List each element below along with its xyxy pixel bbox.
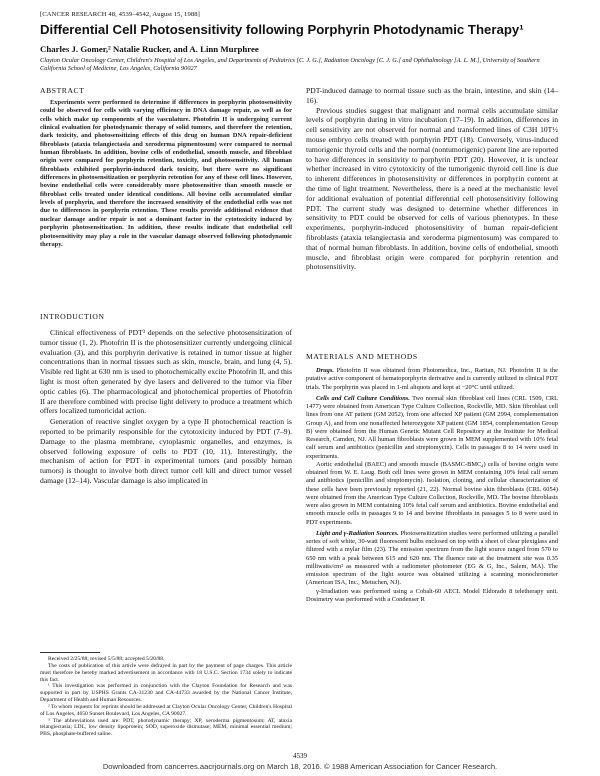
introduction-section — [40, 312, 292, 486]
abstract-heading: ABSTRACT — [40, 86, 85, 95]
methods-label-light: Light and γ-Radiation Sources. — [316, 529, 399, 537]
methods-paragraph — [306, 461, 558, 527]
intro-paragraph: Previous studies suggest that malignant and normal cells accumulate similar levels of porphyrin during in vitro incubation (17–19). In addition, differences in cell sensitivity are not observed for normal and transformed lines of C3H 10T½ mouse embryo cells treated with porphyrin PDT (18). Conversely, virus-induced tumorigenic thyroid cells and the normal (nontumorigenic) parent line are reported to have differences in sensitivity to porphyrin PDT (20). However, it is unclear whether increased in vitro cytotoxicity of the tumorigenic thyroid cell line is due to inherent differences in photosensitivity or differences in porphyrin content at the time of light treatment. Nevertheless, there is a need at the mechanistic level for additional evaluation of potential differential cell photosensitivity following PDT. The current study was designed to determine whether differences in sensitivity to PDT could be observed for cells of various phenotypes. In these experiments, porphyrin-induced photosensitivity of human repair-deficient fibroblasts (ataxia telangiectasia and xeroderma pigmentosum) was compared to that of normal human fibroblasts. In addition, bovine cells of endothelial, smooth muscle, and fibroblast origin were compared for porphyrin retention and photosensitivity. — [306, 105, 558, 272]
footnote-divider — [40, 652, 100, 653]
journal-header: [CANCER RESEARCH 48, 4539–4542, August 15, 1988] — [40, 11, 200, 18]
introduction-heading: INTRODUCTION — [40, 312, 105, 321]
page-number: 4539 — [293, 752, 307, 760]
methods-text: Photofrin II was obtained from Photomedica, Inc., Raritan, NJ. Photofrin II is the putative active component of hematoporphyrin derivative and is currently utilized in clinical PDT trials. The porphyrin was placed in 1-ml aliquots and kept at −20°C until utilized. — [306, 367, 558, 391]
methods-label-drugs: Drugs. — [316, 367, 334, 374]
methods-label-cells: Cells and Cell Culture Conditions. — [316, 394, 410, 402]
author-affiliation: Clayton Ocular Oncology Center, Children's Hospital of Los Angeles, and Departments of Pediatrics [C. J. G.], Radiation Oncology [C. J. G.] and Ophthalmology [A. L. M.], University of Southern California School of Medicine, Los Angeles, California 90027 — [40, 57, 540, 72]
intro-continuation-text: PDT-induced damage to normal tissue such as the brain, intestine, and skin (14–16). — [306, 86, 558, 105]
methods-text: Two normal skin fibroblast cell lines (CRL 1509, CRL 1477) were obtained from American Type Culture Collection, Rockville, MD. Skin fibroblast cell lines from one AT patient (GM 2052), from one affected XP patient (GM 2994, complementation Group A), and from one nonaffected heterozygote XP patient (GM 1854, complementation Group B) were obtained from the Human Genetic Mutant Cell Repository at the Institute for Medical Research, Camden, NJ. All human fibroblasts were grown in MEM supplemented with 10% fetal calf serum and antibiotics (penicillin and streptomycin). Cells in passages 8 to 14 were used in experiments. — [306, 394, 558, 460]
author-list: Charles J. Gomer,² Natalie Rucker, and A. Linn Murphree — [40, 44, 259, 54]
methods-text: Aortic endothelial (BAEC) and smooth muscle (BASMC-BMC₄) cells of bovine origin were obtained from W. E. Laug. Both cell lines were grown in MEM containing 10% fetal calf serum and antibiotics (penicillin and streptomycin). Isolation, cloning, and cellular characterization of these cells have been previously reported (21, 22). Normal bovine skin fibroblasts (CRL 6054) were obtained from the American Type Culture Collection, Rockville, MD. The bovine fibroblasts were also grown in MEM containing 10% fetal calf serum and antibiotics. Bovine endothelial and smooth muscle cells in passages 9 to 14 and bovine fibroblasts in passages 5 to 8 were used in PDT experiments. — [306, 460, 558, 526]
abstract-text: Experiments were performed to determine if differences in porphyrin photosensitivity could be observed for cells with varying efficiency in DNA damage repair, as well as for cells which make up components of the vasculature. Photofrin II is undergoing current clinical evaluation for photodynamic therapy of solid tumors, and therefore the retention, dark toxicity, and photosensitizing effects of this drug on human DNA repair-deficient fibroblasts (ataxia telangiectasia and xeroderma pigmentosum) were compared to normal human fibroblasts. In addition, bovine cells of endothelial, smooth muscle, and fibroblast origin were compared for porphyrin retention, toxicity, and photosensitivity. All human fibroblasts exhibited porphyrin-induced dark toxicity, but there were no significant differences in photosensitization or porphyrin retention for any of these cell lines. However, bovine endothelial cells were considerably more photosensitive than smooth muscle or fibroblast cells treated under identical conditions. All bovine cells accumulated similar levels of porphyrin, and therefore the increased sensitivity of the endothelial cells was not due to differences in porphyrin retention. These results provide additional evidence that nuclear damage and/or repair is not a dominant factor in the cytotoxicity induced by porphyrin photosensitization. In addition, these results indicate that endothelial cell photosensitivity may play a role in the vascular damage observed following photodynamic therapy. — [40, 99, 292, 248]
methods-section — [306, 352, 558, 604]
download-notice: Downloaded from cancerres.aacrjournals.org on March 18, 2016. © 1988 American Association for Cancer Research. — [102, 762, 498, 771]
footnote-received: Received 2/25/88; revised 5/5/88; accepted 5/20/88. — [48, 656, 165, 662]
methods-paragraph — [306, 530, 558, 588]
footnote-abbreviations: ³ The abbreviations used are: PDT, photodynamic therapy; XP, xeroderma pigmentosum; AT, ataxia telangiectasia; LDL, low density lipoprotein; SOD, superoxide dismutase; MEM, minimal essential medium; PBS, phosphate-buffered saline. — [40, 717, 292, 738]
abstract-section — [40, 86, 292, 249]
footnotes-section — [40, 656, 292, 738]
article-title: Differential Cell Photosensitivity following Porphyrin Photodynamic Therapy¹ — [40, 22, 524, 37]
footnote-reprints: ² To whom requests for reprints should be addressed at Clayton Ocular Oncology Center, Children's Hospital of Los Angeles, 4650 Sunset Boulevard, Los Angeles, CA 90027. — [40, 703, 292, 717]
intro-paragraph: Clinical effectiveness of PDT³ depends on the selective photosensitization of tumor tissue (1, 2). Photofrin II is the photosensitizer currently undergoing clinical evaluation (3), and this porphyrin derivative is retained in tumor tissue at higher concentrations than in normal tissues such as skin, muscle, brain, and lung (4, 5). Visible red light at 630 nm is used to photochemically excite Photofrin II, and this light is most often generated by dye lasers and delivered to the tumor via fiber optic cables (6). The pharmacological and photochemical properties of Photofrin II are therefore combined with precise light delivery to produce a treatment which offers localized tumoricidal action. — [40, 328, 292, 416]
methods-paragraph — [306, 367, 558, 392]
methods-text: γ-Irradiation was performed using a Cobalt-60 AECL Model Eldorado 8 teletherapy unit. Dosimetry was performed with a Condenser R — [306, 587, 558, 603]
methods-text: Photosensitization studies were performed utilizing a parallel series of soft white, 30-watt fluorescent bulbs enclosed on top with a sheet of clear plexiglass and filtered with a mylar film (23). The emission spectrum from the light source ranged from 570 to 650 nm with a peak between 615 and 620 nm. The fluence rate at the treatment site was 0.35 milliwatts/cm² as measured with a radiometer photometer (EG & G, Inc., Salem, MA). The emission spectrum of the light source was obtained utilizing a scanning monochrometer (American ISA, Inc., Metuchen, NJ). — [306, 529, 558, 587]
methods-paragraph — [306, 395, 558, 461]
methods-paragraph — [306, 588, 558, 605]
intro-continuation — [306, 86, 558, 272]
footnote-support: ¹ This investigation was performed in conjunction with the Clayton Foundation for Research and was supported in part by USPHS Grants CA-31230 and CA-44733 awarded by the National Cancer Institute, Department of Health and Human Resources. — [40, 683, 292, 704]
footnote-costs: The costs of publication of this article were defrayed in part by the payment of page charges. This article must therefore be hereby marked advertisement in accordance with 18 U.S.C. Section 1734 solely to indicate this fact. — [40, 662, 292, 683]
intro-paragraph: Generation of reactive singlet oxygen by a type II photochemical reaction is reported to be primarily responsible for the cytotoxicity induced by PDT (7–9). Damage to the plasma membrane, cytoplasmic organelles, and enzymes, is observed following exposure of cells to PDT (10, 11). Interestingly, the mechanism of action for PDT in experimental tumors (and possibly human tumors) is thought to involve both direct tumor cell kill and direct tumor vessel damage (12–14). Vascular damage is also implicated in — [40, 417, 292, 485]
methods-heading: MATERIALS AND METHODS — [306, 352, 418, 361]
